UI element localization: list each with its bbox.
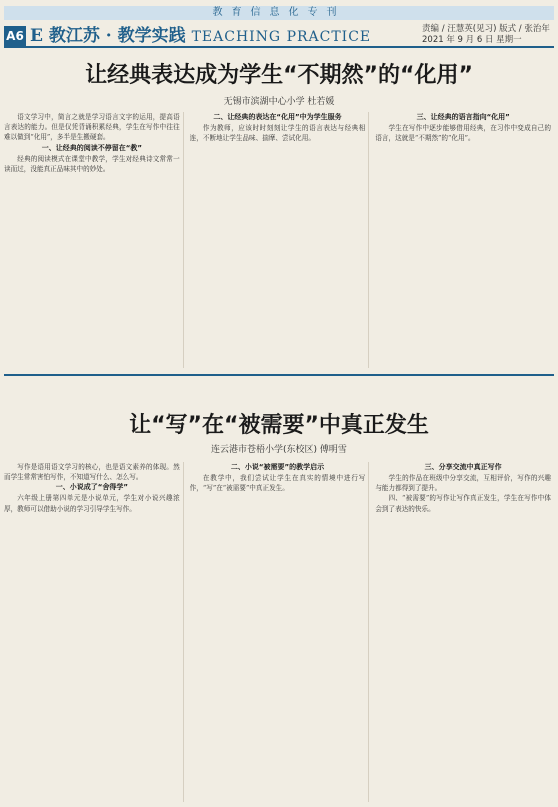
article2-paragraph: 学生的作品在班级中分享交流，互相评价，写作的兴趣与能力都得到了提升。 — [375, 474, 552, 493]
article2-subhead: 二、小说“被需要”的教学启示 — [230, 463, 325, 471]
issue-date: 2021 年 9 月 6 日 星期一 — [422, 35, 522, 45]
article2-column — [4, 462, 184, 802]
article1-paragraph: 语文学习中，简言之就是学习语言文字的运用，提高语言表达的能力。但是仅凭背诵积累经典，学生在写作中往往难以做到“化用”，多半是生搬硬套。 — [4, 113, 180, 142]
article1-column — [375, 112, 554, 368]
article1-paragraph: 作为教师，应该时时刻刻让学生的语言表达与经典相连，不断地让学生品味、揣摩、尝试化用。 — [189, 124, 366, 143]
article2-paragraph: 写作是语用语文学习的核心，也是语文素养的体现。然而学生常常害怕写作，不知道写什么、怎么写。 — [4, 463, 180, 482]
article2-column — [190, 462, 370, 802]
section-name: 教学实践 — [117, 26, 186, 46]
article2-paragraph: 在教学中，我们尝试让学生在真实的情境中进行写作，“写”在“被需要”中真正发生。 — [189, 474, 366, 493]
article1-subhead: 三、让经典的语言指向“化用” — [416, 113, 510, 121]
article2-column — [375, 462, 554, 802]
article2-byline: 连云港市苍梧小学(东校区) 傅明雪 — [211, 445, 347, 455]
paper-name: E 教江苏 · — [30, 26, 118, 46]
section-title — [30, 25, 371, 48]
page-number: A6 — [4, 26, 26, 46]
article2-subhead: 一、小说成了“舍得学” — [55, 483, 128, 492]
article1-title: 让经典表达成为学生“不期然”的“化用” — [85, 63, 473, 88]
article1-byline: 无锡市滨湖中心小学 杜若媛 — [223, 97, 335, 107]
article1-paragraph: 经典的阅读模式在课堂中教学，学生对经典诗文常常一读而过，没能真正品味其中的妙处。 — [4, 154, 180, 173]
article1-column — [4, 112, 184, 368]
article2-paragraph: 四、“被需要”的写作让写作真正发生，学生在写作中体会到了表达的快乐。 — [375, 494, 552, 513]
article1-column — [190, 112, 370, 368]
masthead-strip: 教育信息化专刊 — [4, 6, 554, 20]
masthead — [4, 4, 554, 48]
article-divider — [4, 374, 554, 376]
article1-paragraph: 学生在写作中逐步能够借用经典，在习作中变成自己的语言，这就是“不期然”的“化用”。 — [375, 124, 552, 143]
article1-subhead: 一、让经典的阅读不停留在“教” — [41, 143, 142, 152]
article1-subhead: 二、让经典的表达在“化用”中为学生服务 — [213, 113, 342, 121]
section-english: TEACHING PRACTICE — [191, 29, 372, 45]
article2-title: 让“写”在“被需要”中真正发生 — [129, 413, 429, 438]
masthead-meta — [422, 24, 552, 46]
article2-paragraph: 六年级上册第四单元是小说单元，学生对小说兴趣浓厚，教师可以借助小说的学习引导学生写作。 — [4, 494, 180, 513]
article2-subhead: 三、分享交流中真正写作 — [424, 463, 502, 471]
editor-credit: 责编 / 汪慧英(见习) 版式 / 张治年 — [422, 24, 550, 34]
article1-body — [4, 112, 554, 368]
article2-body — [4, 462, 554, 802]
